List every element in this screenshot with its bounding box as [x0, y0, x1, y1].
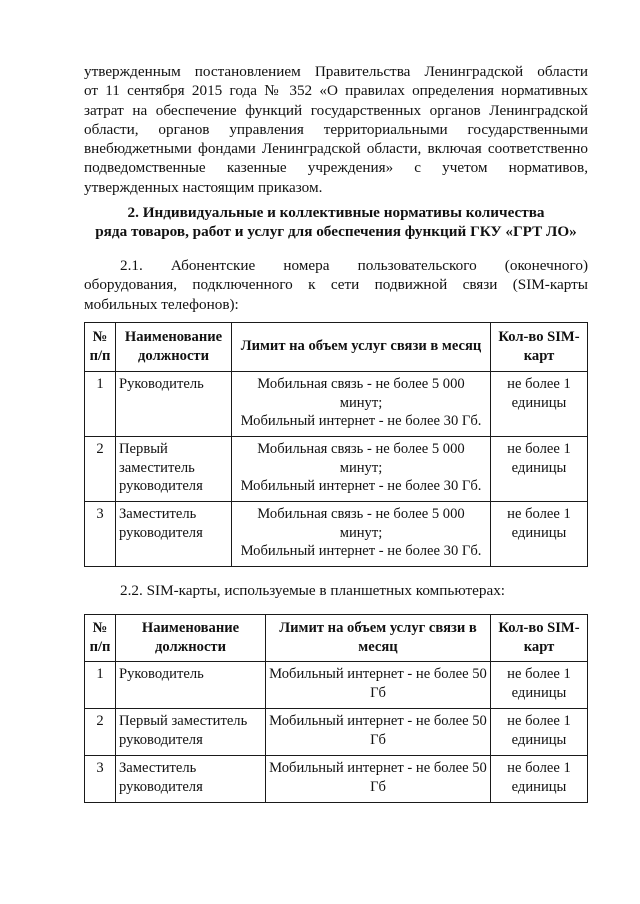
cell-limit	[232, 437, 491, 502]
cell-num: 2	[85, 437, 116, 502]
cell-limit	[232, 502, 491, 567]
limit-line: Мобильный интернет - не более 30 Гб.	[240, 413, 482, 429]
cell-position: Первый заместитель руководителя	[116, 437, 232, 502]
intro-line: утвержденным постановлением Правительства Ленинградской области	[84, 63, 588, 80]
section-title-line: 2. Индивидуальные и коллективные нормативы количества	[127, 204, 545, 221]
limit-line: минут;	[339, 394, 383, 411]
limit-line: минут;	[339, 459, 383, 476]
limit-line: минут;	[339, 524, 383, 541]
cell-limit: Мобильный интернет - не более 50 Гб	[266, 662, 491, 709]
cell-count: не более 1 единицы	[491, 502, 588, 567]
limit-line: Мобильный интернет - не более 30 Гб.	[240, 543, 482, 559]
table-sim-phones	[84, 322, 588, 567]
header-num: № п/п	[85, 615, 116, 662]
cell-count: не более 1 единицы	[491, 437, 588, 502]
cell-position: Руководитель	[116, 662, 266, 709]
intro-line: области, органов управления территориальными государственными	[84, 120, 588, 138]
cell-limit: Мобильный интернет - не более 50 Гб	[266, 709, 491, 756]
header-limit: Лимит на объем услуг связи в месяц	[232, 323, 491, 372]
cell-count: не более 1 единицы	[491, 372, 588, 437]
cell-position: Заместитель руководителя	[116, 756, 266, 803]
cell-num: 3	[85, 502, 116, 567]
header-count: Кол-во SIM-карт	[491, 323, 588, 372]
limit-line: Мобильная связь - не более 5 000	[257, 376, 465, 392]
intro-line: от 11 сентября 2015 года № 352 «О правилах определения нормативных	[84, 82, 588, 100]
header-position: Наименование должности	[116, 615, 266, 662]
cell-position: Руководитель	[116, 372, 232, 437]
section-title	[84, 203, 588, 241]
table-row	[85, 709, 588, 756]
table-row	[85, 756, 588, 803]
intro-line: подведомственные казенные учреждения» с учетом нормативов,	[84, 159, 588, 177]
intro-line: затрат на обеспечение функций государственных органов Ленинградской	[84, 101, 588, 119]
table-row	[85, 437, 588, 502]
table-row	[85, 502, 588, 567]
table-header-row	[85, 323, 588, 372]
intro-line: утвержденных настоящим приказом.	[84, 178, 323, 196]
cell-count: не более 1 единицы	[491, 709, 588, 756]
header-count: Кол-во SIM-карт	[491, 615, 588, 662]
cell-position: Первый заместитель руководителя	[116, 709, 266, 756]
cell-count: не более 1 единицы	[491, 662, 588, 709]
cell-limit: Мобильный интернет - не более 50 Гб	[266, 756, 491, 803]
cell-count: не более 1 единицы	[491, 756, 588, 803]
limit-line: Мобильная связь - не более 5 000	[257, 506, 465, 522]
header-num: № п/п	[85, 323, 116, 372]
cell-num: 1	[85, 662, 116, 709]
header-limit: Лимит на объем услуг связи в месяц	[266, 615, 491, 662]
section-title-line: ряда товаров, работ и услуг для обеспечения функций ГКУ «ГРТ ЛО»	[95, 223, 577, 240]
limit-line: Мобильный интернет - не более 30 Гб.	[240, 478, 482, 494]
table-sim-tablets	[84, 614, 588, 803]
table-header-row	[85, 615, 588, 662]
cell-limit	[232, 372, 491, 437]
item-2-1-line: 2.1. Абонентские номера пользовательского (оконечного)	[120, 257, 588, 274]
item-2-1-paragraph	[84, 256, 588, 314]
header-position: Наименование должности	[116, 323, 232, 372]
cell-num: 2	[85, 709, 116, 756]
table-row	[85, 662, 588, 709]
item-2-1-line: оборудования, подключенного к сети подвижной связи (SIM-карты	[84, 276, 588, 294]
cell-position: Заместитель руководителя	[116, 502, 232, 567]
limit-line: Мобильная связь - не более 5 000	[257, 441, 465, 457]
intro-line: внебюджетными фондами Ленинградской области, включая соответственно	[84, 140, 588, 158]
cell-num: 1	[85, 372, 116, 437]
item-2-2-heading: 2.2. SIM-карты, используемые в планшетных компьютерах:	[120, 582, 506, 599]
intro-paragraph	[84, 62, 588, 197]
item-2-1-line: мобильных телефонов):	[84, 295, 239, 313]
table-row	[85, 372, 588, 437]
cell-num: 3	[85, 756, 116, 803]
